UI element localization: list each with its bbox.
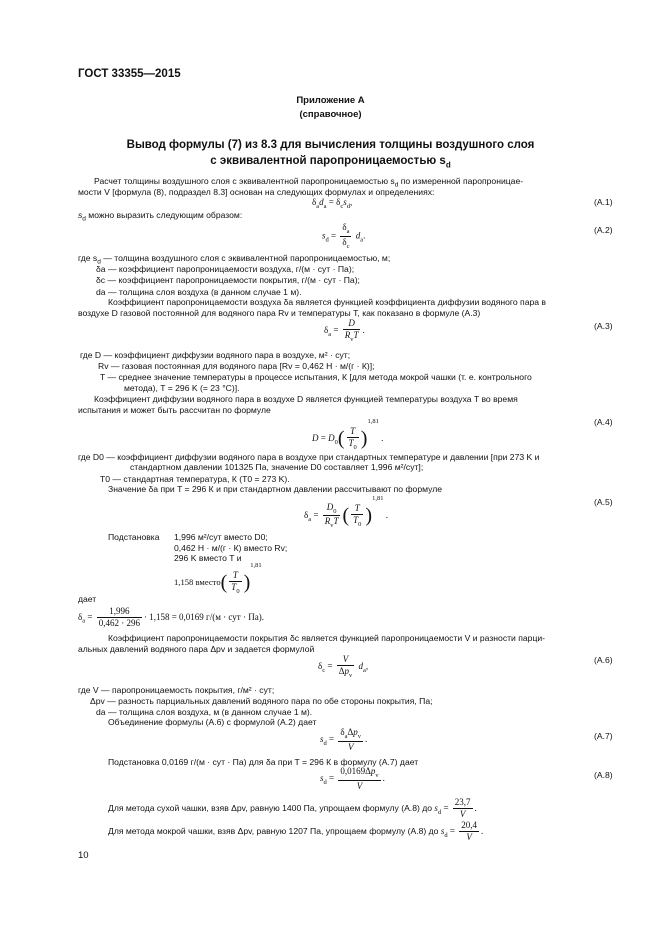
document-header: ГОСТ 33355—2015: [78, 68, 181, 80]
calculation-delta-a: $\delta_a$ = $\frac{1,996}{0,462 \cdot 296}$ · 1,158 = 0,0169 г/(м · сут · Па).: [78, 606, 264, 629]
equation-a2: $s_d$ = $\frac{\delta_a}{\delta_c}$ $d_a$.: [322, 222, 366, 250]
equation-a3-number: (А.3): [594, 321, 613, 331]
where4-line-3: da — толщина слоя воздуха, м (в данном случае 1 м).: [96, 707, 313, 717]
paragraph-6: Объединение формулы (А.6) с формулой (А.2) дает: [108, 717, 317, 727]
section-title-subscript: d: [445, 160, 451, 170]
where3-line-3: T0 — стандартная температура, К (T0 = 273 K).: [100, 474, 290, 484]
paragraph-7: Подстановка 0,0169 г/(м · сут · Па) для δa при T = 296 К в формулу (А.7) дает: [108, 757, 419, 767]
where1-line-3: δc — коэффициент паропроницаемости покрытия, г/(м · сут · Па);: [96, 275, 360, 285]
paragraph-1-line-1: Расчет толщины воздушного слоя с эквивалентной паропроницаемостью $s_d$ по измеренной паропроницае-: [94, 176, 524, 189]
paragraph-5-line-2: альных давлений водяного пара Δpv и задается формулой: [78, 644, 315, 654]
section-title-line2: [0, 154, 661, 170]
where3-line-1: где D0 — коэффициент диффузии водяного пара в воздухе при стандартных температуре и давлении [при 273 K и: [78, 452, 540, 462]
substitution-line-2: 0,462 Н · м/(г · К) вместо Rv;: [174, 543, 288, 553]
equation-a5: $\delta_a$ = $\frac{D_0}{R_vT}$ ( $\frac{T}{T_0}$ )$^{1,81}$ .: [304, 495, 388, 530]
equation-a8: $s_d$ = $\frac{0,0169\Delta p_v}{V}$ .: [320, 766, 385, 791]
paragraph-5-line-1: Коэффициент паропроницаемости покрытия δc является функцией паропроницаемости V и разности парци-: [108, 633, 546, 643]
paragraph-2-line-1: Коэффициент паропроницаемости воздуха δa является функцией коэффициента диффузии водяного пара в: [108, 297, 546, 307]
equation-a2-number: (А.2): [594, 225, 613, 235]
page-number: 10: [78, 850, 89, 861]
where2-line-2: Rv — газовая постоянная для водяного пара [Rv = 0,462 Н · м/(г · К)];: [98, 361, 375, 371]
equation-a1-number: (А.1): [594, 197, 613, 207]
paragraph-4: Значение δa при T = 296 К и при стандартном давлении рассчитывают по формуле: [108, 484, 443, 494]
appendix-subtitle: (справочное): [299, 109, 362, 120]
substitution-line-3: 296 K вместо T и: [174, 553, 242, 563]
where2-line-1: где D — коэффициент диффузии водяного пара в воздухе, м² · сут;: [80, 350, 351, 360]
substitution-label: Подстановка: [108, 532, 160, 542]
paragraph-1-line-2: мости V [формула (8), подраздел 8.3] основан на следующих формулах и определениях:: [78, 187, 435, 197]
substitution-line-4: 1,158 вместо( $\frac{T}{T_0}$ )$^{1,81}$: [174, 562, 262, 595]
paragraph-3-line-1: Коэффициент диффузии водяного пара в воздухе D является функцией температуры воздуха T во время: [94, 394, 518, 404]
equation-a8-number: (А.8): [594, 770, 613, 780]
equation-a3: $\delta_a$ = $\frac{D}{R_vT}$ .: [324, 318, 365, 344]
where3-line-2: стандартном давлении 101325 Па, значение D0 составляет 1,996 м²/сут];: [130, 462, 424, 472]
paragraph-3-line-2: испытания и может быть рассчитан по формуле: [78, 405, 271, 415]
appendix-title: Приложение А: [296, 95, 365, 106]
paragraph-2-line-2: воздухе D газовой постоянной для водяного пара Rv и температуры T, как показано в формуле (А.3): [78, 308, 481, 318]
sd-expression-text: $s_d$ можно выразить следующим образом:: [78, 210, 243, 223]
gives-label: дает: [78, 594, 97, 604]
equation-a7-number: (А.7): [594, 731, 613, 741]
where1-line-1: где $s_d$ — толщина воздушного слоя с эквивалентной паропроницаемостью, м;: [78, 253, 391, 266]
where2-line-3: T — среднее значение температуры в процессе испытания, К [для метода мокрой чашки (т. е. контрольного: [100, 372, 532, 382]
substitution-line-1: 1,996 м²/сут вместо D0;: [174, 532, 268, 542]
equation-a5-number: (А.5): [594, 497, 613, 507]
where4-line-2: Δpv — разность парциальных давлений водяного пара по обе стороны покрытия, Па;: [90, 696, 433, 706]
section-title-text: с эквивалентной паропроницаемостью s: [210, 155, 446, 167]
equation-a4-number: (А.4): [594, 417, 613, 427]
where1-line-4: da — толщина слоя воздуха (в данном случае 1 м).: [96, 287, 302, 297]
paragraph-8: Для метода сухой чашки, взяв Δpv, равную 1400 Па, упрощаем формулу (А.8) до $s_d$ = $\frac{23,7}{V}$ .: [108, 797, 477, 820]
paragraph-9: Для метода мокрой чашки, взяв Δpv, равную 1207 Па, упрощаем формулу (А.8) до $s_d$ = $\frac{20,4}{V}$ .: [108, 820, 484, 843]
equation-a6: $\delta_c$ = $\frac{V}{\Delta p_v}$ $d_a$,: [318, 654, 369, 680]
where1-line-2: δa — коэффициент паропроницаемости воздуха, г/(м · сут · Па);: [96, 264, 355, 274]
section-title-line1: Вывод формулы (7) из 8.3 для вычисления толщины воздушного слоя: [126, 139, 535, 151]
equation-a1: $\delta_ad_a = \delta_cs_d$,: [312, 197, 353, 210]
equation-a6-number: (А.6): [594, 655, 613, 665]
equation-a4: $D = D_0$( $\frac{T}{T_0}$ )$^{1,81}$ .: [312, 418, 384, 451]
where2-line-4: метода), T = 296 K (= 23 °C)].: [124, 383, 240, 393]
equation-a7: $s_d$ = $\frac{\delta_a\Delta p_v}{V}$ .: [320, 727, 368, 752]
where4-line-1: где V — паропроницаемость покрытия, г/м² · сут;: [78, 685, 275, 695]
